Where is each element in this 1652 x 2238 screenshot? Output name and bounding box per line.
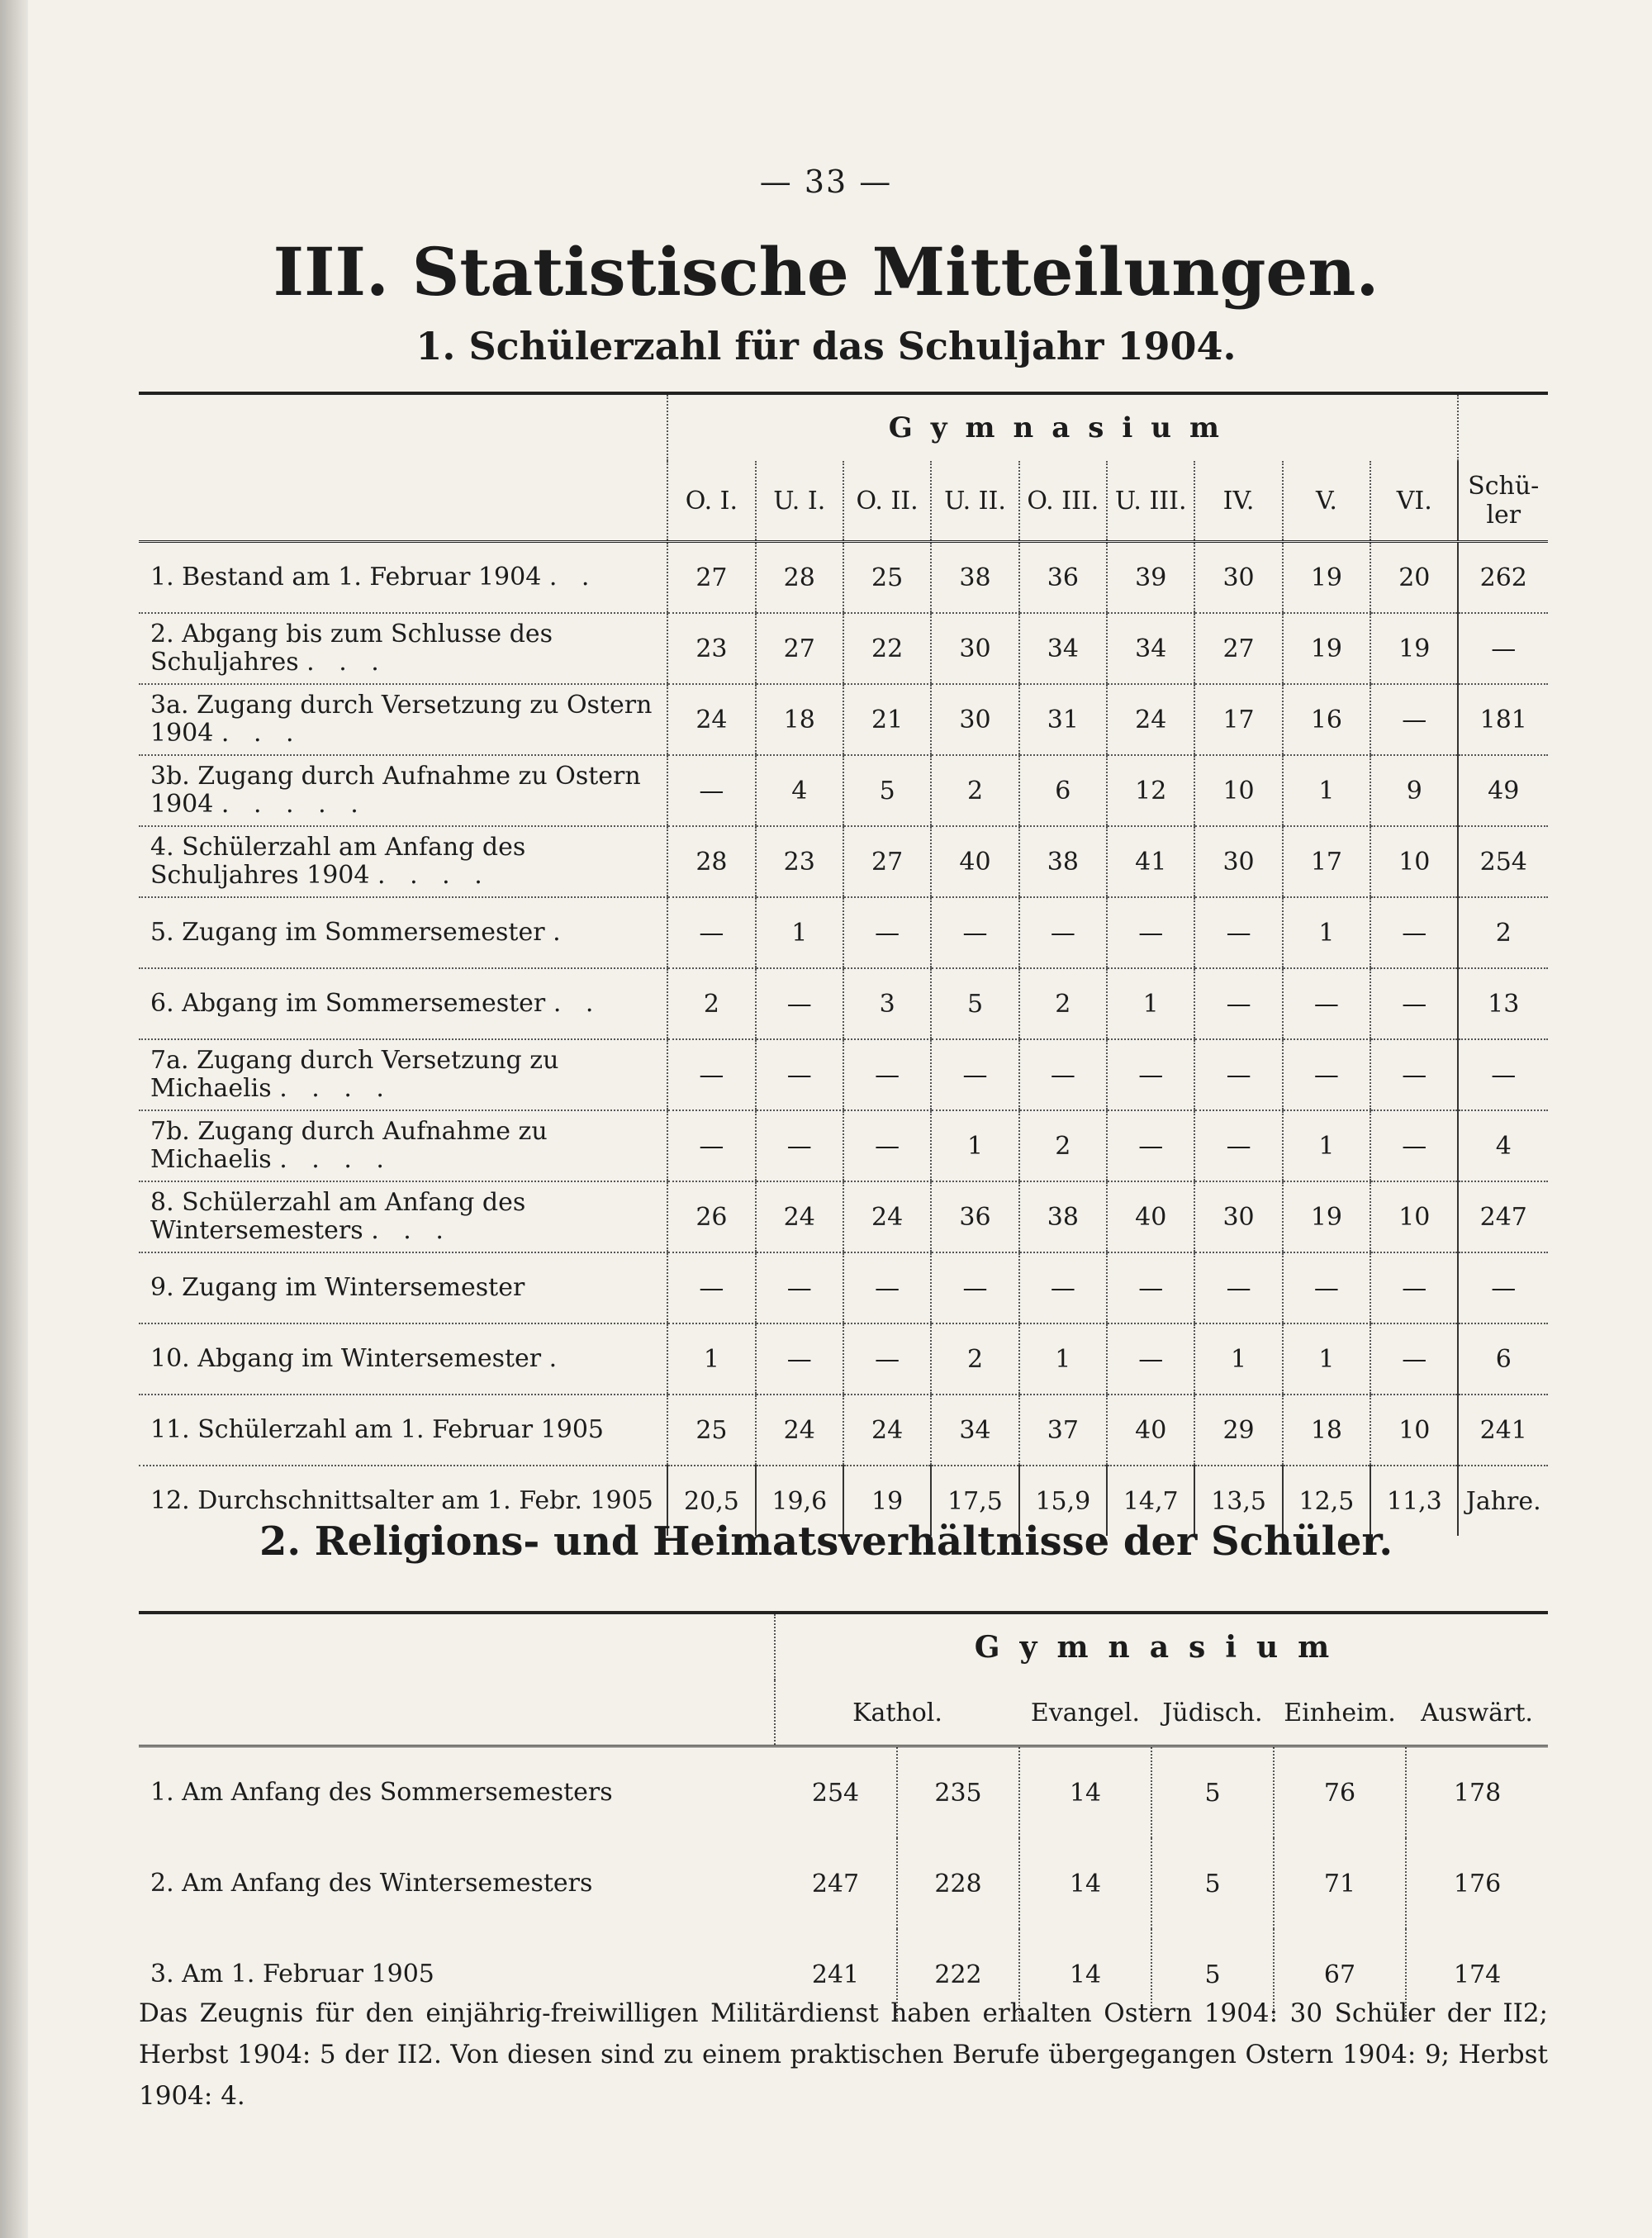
column-header: IV. [1194, 461, 1282, 542]
table-cell: 19 [843, 1466, 931, 1536]
table-cell: 34 [931, 1395, 1018, 1466]
table-cell: — [756, 1039, 843, 1110]
table-cell: — [1194, 1039, 1282, 1110]
table-cell: 25 [667, 1395, 755, 1466]
row-label-text: 7b. Zugang durch Aufnahme zu Michaelis [150, 1117, 548, 1174]
row-label-text: 5. Zugang im Sommersemester [150, 918, 545, 947]
table-cell: 23 [756, 826, 843, 897]
table-cell: 19,6 [756, 1466, 843, 1536]
row-label-text: 6. Abgang im Sommersemester [150, 989, 546, 1018]
column-header: O. I. [667, 461, 755, 542]
table-cell: — [1194, 1252, 1282, 1323]
header-blank [139, 393, 667, 461]
table-cell: 10 [1194, 755, 1282, 826]
table-row [139, 542, 1548, 614]
table-cell: — [931, 1252, 1018, 1323]
table-cell: — [756, 1252, 843, 1323]
table-cell: — [756, 1110, 843, 1181]
table-cell: 11,3 [1370, 1466, 1458, 1536]
table-cell: 27 [667, 542, 755, 614]
table-cell: — [1458, 613, 1548, 684]
row-label-text: 7a. Zugang durch Versetzung zu Michaelis [150, 1046, 559, 1103]
table-cell: — [1107, 1110, 1194, 1181]
table-cell: — [1370, 897, 1458, 968]
table-cell: 174 [1406, 1929, 1548, 2020]
table-cell: 254 [811, 1778, 860, 1808]
table-cell: 14 [1019, 1838, 1151, 1929]
table-cell: — [1458, 1039, 1548, 1110]
table-cell: — [931, 897, 1018, 968]
row-label [139, 1252, 667, 1323]
row-label [139, 1395, 667, 1466]
table-cell: 247 [1458, 1181, 1548, 1252]
table-row [139, 968, 1548, 1039]
table-cell: — [756, 968, 843, 1039]
table-cell: 254 [1458, 826, 1548, 897]
table-cell: — [1370, 1039, 1458, 1110]
table-cell: 23 [667, 613, 755, 684]
column-header: Auswärt. [1406, 1680, 1548, 1746]
row-label-text: 2. Abgang bis zum Schlusse des Schuljahres [150, 620, 553, 677]
table-cell: 5 [931, 968, 1018, 1039]
table-cell: 1 [1283, 755, 1370, 826]
row-label [139, 613, 667, 684]
row-label [139, 684, 667, 755]
table-cell: 36 [1019, 542, 1107, 614]
table-cell: 2 [931, 755, 1018, 826]
table-cell: 27 [843, 826, 931, 897]
table-cell: 1 [1283, 1110, 1370, 1181]
column-header: Evangel. [1019, 1680, 1151, 1746]
row-label [139, 1323, 667, 1395]
table-cell: 247 [811, 1869, 860, 1898]
table-cell: 222 [897, 1929, 1019, 2020]
leader-dots: . . . [306, 648, 387, 677]
row-label [139, 1039, 667, 1110]
table-cell: 24 [843, 1395, 931, 1466]
column-header: O. II. [843, 461, 931, 542]
column-header: V. [1283, 461, 1370, 542]
table-cell: — [667, 1110, 755, 1181]
table-cell: 24 [1107, 684, 1194, 755]
table-row [139, 613, 1548, 684]
table-cell: 41 [1107, 826, 1194, 897]
table-cell: — [756, 1323, 843, 1395]
table-cell: 14,7 [1107, 1466, 1194, 1536]
table-cell: — [1194, 1110, 1282, 1181]
table-cell: 14 [1019, 1929, 1151, 2020]
row-label-text: 10. Abgang im Wintersemester [150, 1344, 542, 1373]
table-cell: 1 [1107, 968, 1194, 1039]
row-label-text: 3a. Zugang durch Versetzung zu Ostern 1904 [150, 691, 653, 748]
table-cell: 1 [1283, 1323, 1370, 1395]
table-cell: 2 [1019, 1110, 1107, 1181]
column-header-row-2 [139, 1680, 1548, 1746]
table-cell: 1 [1019, 1323, 1107, 1395]
footnote: Das Zeugnis für den einjährig-freiwilligen Militärdienst haben erhalten Ostern 1904: 30 Schüler der II2; Herbst 1904: 5 der II2. Von diesen sind zu einem praktischen Berufe übergegangen Ostern 1904: 9; Herbst 1904: 4. [139, 1998, 1548, 2111]
table-cell: 178 [1406, 1746, 1548, 1839]
table-cell: 5 [1151, 1746, 1274, 1839]
table-cell: 6 [1458, 1323, 1548, 1395]
table-cell: — [1019, 1039, 1107, 1110]
column-header: O. III. [1019, 461, 1107, 542]
row-label-text: 8. Schülerzahl am Anfang des Wintersemesters [150, 1188, 526, 1245]
table-cell: 3 [843, 968, 931, 1039]
column-header: Schü-ler [1458, 461, 1548, 542]
table-cell: — [1370, 684, 1458, 755]
table-cell: 18 [1283, 1395, 1370, 1466]
table-cell: 28 [756, 542, 843, 614]
table-cell: 39 [1107, 542, 1194, 614]
table-cell: 12,5 [1283, 1466, 1370, 1536]
table-cell: 19 [1283, 542, 1370, 614]
table-cell: — [843, 1252, 931, 1323]
table-row [139, 1323, 1548, 1395]
table-cell: 4 [1458, 1110, 1548, 1181]
table-cell: — [1370, 1252, 1458, 1323]
table-cell: — [1019, 1252, 1107, 1323]
table-cell: 19 [1283, 613, 1370, 684]
table-cell: 17 [1194, 684, 1282, 755]
table-cell: 176 [1406, 1838, 1548, 1929]
column-header: Kathol. [775, 1680, 1019, 1746]
table-cell: — [1194, 968, 1282, 1039]
table-row [139, 1746, 1548, 1839]
table-cell: 40 [931, 826, 1018, 897]
table-cell: 71 [1274, 1838, 1406, 1929]
table-cell: — [1370, 1110, 1458, 1181]
row-label [139, 1181, 667, 1252]
group-header-gymnasium: Gymnasium [667, 393, 1458, 461]
table-cell: — [1370, 968, 1458, 1039]
table-cell: 30 [931, 613, 1018, 684]
table-cell: 10 [1370, 826, 1458, 897]
table-cell: 9 [1370, 755, 1458, 826]
leader-dots: . . . . [377, 861, 491, 890]
table-row [139, 1838, 1548, 1929]
column-header: VI. [1370, 461, 1458, 542]
table-cell: 20 [1370, 542, 1458, 614]
table-cell: 2 [931, 1323, 1018, 1395]
table-cell: — [1107, 1252, 1194, 1323]
table-cell: 181 [1458, 684, 1548, 755]
table-cell: 36 [931, 1181, 1018, 1252]
table-cell: — [1194, 897, 1282, 968]
main-title: III. Statistische Mitteilungen. [273, 233, 1379, 311]
table-cell: 17 [1283, 826, 1370, 897]
row-label [139, 542, 667, 614]
table-cell: — [843, 1110, 931, 1181]
table-row [139, 1252, 1548, 1323]
table-cell: 38 [1019, 826, 1107, 897]
row-label: 3. Am 1. Februar 1905 [150, 1960, 434, 1989]
table-cell: 30 [1194, 542, 1282, 614]
row-label [139, 826, 667, 897]
row-label-text: 12. Durchschnittsalter am 1. Febr. 1905 [150, 1486, 653, 1515]
row-label [139, 897, 667, 968]
table-cell: 13,5 [1194, 1466, 1282, 1536]
leader-dots: . . [548, 563, 598, 592]
row-label [139, 755, 667, 826]
table-cell: 1 [667, 1323, 755, 1395]
table-cell: 27 [1194, 613, 1282, 684]
table-cell: — [1019, 897, 1107, 968]
table-cell: 10 [1370, 1395, 1458, 1466]
table-cell: — [1458, 1252, 1548, 1323]
table-cell: — [1283, 1039, 1370, 1110]
table-cell: 5 [1151, 1838, 1274, 1929]
table-row [139, 1395, 1548, 1466]
table-cell: — [667, 1039, 755, 1110]
section2-title: 2. Religions- und Heimatsverhältnisse der Schüler. [259, 1518, 1393, 1565]
table-cell: 40 [1107, 1181, 1194, 1252]
leader-dots: . . . [371, 1216, 452, 1245]
table-cell: 4 [756, 755, 843, 826]
table-cell: 25 [843, 542, 931, 614]
table-cell: 19 [1283, 1181, 1370, 1252]
table-cell: 38 [1019, 1181, 1107, 1252]
column-header: U. III. [1107, 461, 1194, 542]
leader-dots: . . [553, 989, 602, 1018]
table-cell: 38 [931, 542, 1018, 614]
row-label [139, 968, 667, 1039]
table-cell: 76 [1274, 1746, 1406, 1839]
table-cell: 24 [843, 1181, 931, 1252]
table-cell: 17,5 [931, 1466, 1018, 1536]
table-cell: — [667, 755, 755, 826]
section1-title: 1. Schülerzahl für das Schuljahr 1904. [415, 324, 1237, 368]
table-cell: 22 [843, 613, 931, 684]
table-cell: 34 [1019, 613, 1107, 684]
row-label [139, 1110, 667, 1181]
table-row [139, 1181, 1548, 1252]
table-row [139, 755, 1548, 826]
table-cell: 235 [897, 1746, 1019, 1839]
leader-dots: . . . . [279, 1074, 392, 1103]
table-cell: 24 [756, 1395, 843, 1466]
leader-dots: . [548, 1344, 566, 1373]
table-cell: Jahre. [1458, 1466, 1548, 1536]
table-cell: — [843, 1323, 931, 1395]
leader-dots: . . . [221, 719, 302, 748]
table-cell: 6 [1019, 755, 1107, 826]
table-cell: 1 [1283, 897, 1370, 968]
table-cell: 26 [667, 1181, 755, 1252]
table-cell: 27 [756, 613, 843, 684]
table-cell: 24 [756, 1181, 843, 1252]
table-row [139, 1039, 1548, 1110]
table-cell: 241 [811, 1960, 860, 1989]
table-cell: — [667, 1252, 755, 1323]
table-cell: 24 [667, 684, 755, 755]
row-label-text: 4. Schülerzahl am Anfang des Schuljahres 1904 [150, 833, 526, 890]
table-cell: 67 [1274, 1929, 1406, 2020]
table-cell: — [1107, 897, 1194, 968]
table-cell: 18 [756, 684, 843, 755]
table-cell: 241 [1458, 1395, 1548, 1466]
table-cell: 5 [843, 755, 931, 826]
table-cell: 1 [1194, 1323, 1282, 1395]
table-cell: 2 [1458, 897, 1548, 968]
leader-dots: . . . . [279, 1145, 392, 1174]
table-cell: 40 [1107, 1395, 1194, 1466]
column-header: Einheim. [1274, 1680, 1406, 1746]
table-cell: — [667, 897, 755, 968]
table-row [139, 684, 1548, 755]
table-cell: 1 [931, 1110, 1018, 1181]
table-cell: 2 [1019, 968, 1107, 1039]
table-cell: 262 [1458, 542, 1548, 614]
table-cell: — [1283, 968, 1370, 1039]
table-cell: 19 [1370, 613, 1458, 684]
table-cell: 31 [1019, 684, 1107, 755]
table-cell: 37 [1019, 1395, 1107, 1466]
table-cell: 30 [931, 684, 1018, 755]
table-cell: 14 [1019, 1746, 1151, 1839]
column-header-row [139, 461, 1548, 542]
table-cell: — [1370, 1323, 1458, 1395]
table-row [139, 1110, 1548, 1181]
table-cell: 2 [667, 968, 755, 1039]
row-label: 2. Am Anfang des Wintersemesters [150, 1869, 593, 1898]
table-cell: 21 [843, 684, 931, 755]
leader-dots: . [553, 918, 569, 947]
table-cell: — [1283, 1252, 1370, 1323]
column-header: U. I. [756, 461, 843, 542]
row-label: 1. Am Anfang des Sommersemesters [150, 1778, 613, 1807]
table-cell: 1 [756, 897, 843, 968]
table-cell: — [1107, 1039, 1194, 1110]
row-label-text: 1. Bestand am 1. Februar 1904 [150, 563, 542, 592]
table-cell: — [931, 1039, 1018, 1110]
table-cell: — [843, 1039, 931, 1110]
table-cell: 30 [1194, 1181, 1282, 1252]
table-cell: 10 [1370, 1181, 1458, 1252]
table-cell: — [1107, 1323, 1194, 1395]
group-header-gymnasium-2: Gymnasium [775, 1613, 1548, 1680]
table-cell: 29 [1194, 1395, 1282, 1466]
table-row [139, 897, 1548, 968]
column-header: U. II. [931, 461, 1018, 542]
table-cell: 15,9 [1019, 1466, 1107, 1536]
row-label-text: 3b. Zugang durch Aufnahme zu Ostern 1904 [150, 762, 641, 819]
table-cell: 16 [1283, 684, 1370, 755]
student-count-table [139, 392, 1548, 1536]
row-label-text: 9. Zugang im Wintersemester [150, 1273, 525, 1302]
table-cell: 5 [1151, 1929, 1274, 2020]
table-row [139, 826, 1548, 897]
table-cell: 12 [1107, 755, 1194, 826]
row-label-text: 11. Schülerzahl am 1. Februar 1905 [150, 1415, 605, 1444]
leader-dots: . . . . . [221, 790, 367, 819]
table-cell: 30 [1194, 826, 1282, 897]
table-cell: 34 [1107, 613, 1194, 684]
column-header: Jüdisch. [1151, 1680, 1274, 1746]
table-cell: 13 [1458, 968, 1548, 1039]
table-cell: — [843, 897, 931, 968]
table-cell: 228 [897, 1838, 1019, 1929]
religion-origin-table [139, 1611, 1548, 2020]
table-cell: 28 [667, 826, 755, 897]
page-number: — 33 — [759, 164, 893, 200]
table-cell: 20,5 [667, 1466, 755, 1536]
table-cell: 49 [1458, 755, 1548, 826]
